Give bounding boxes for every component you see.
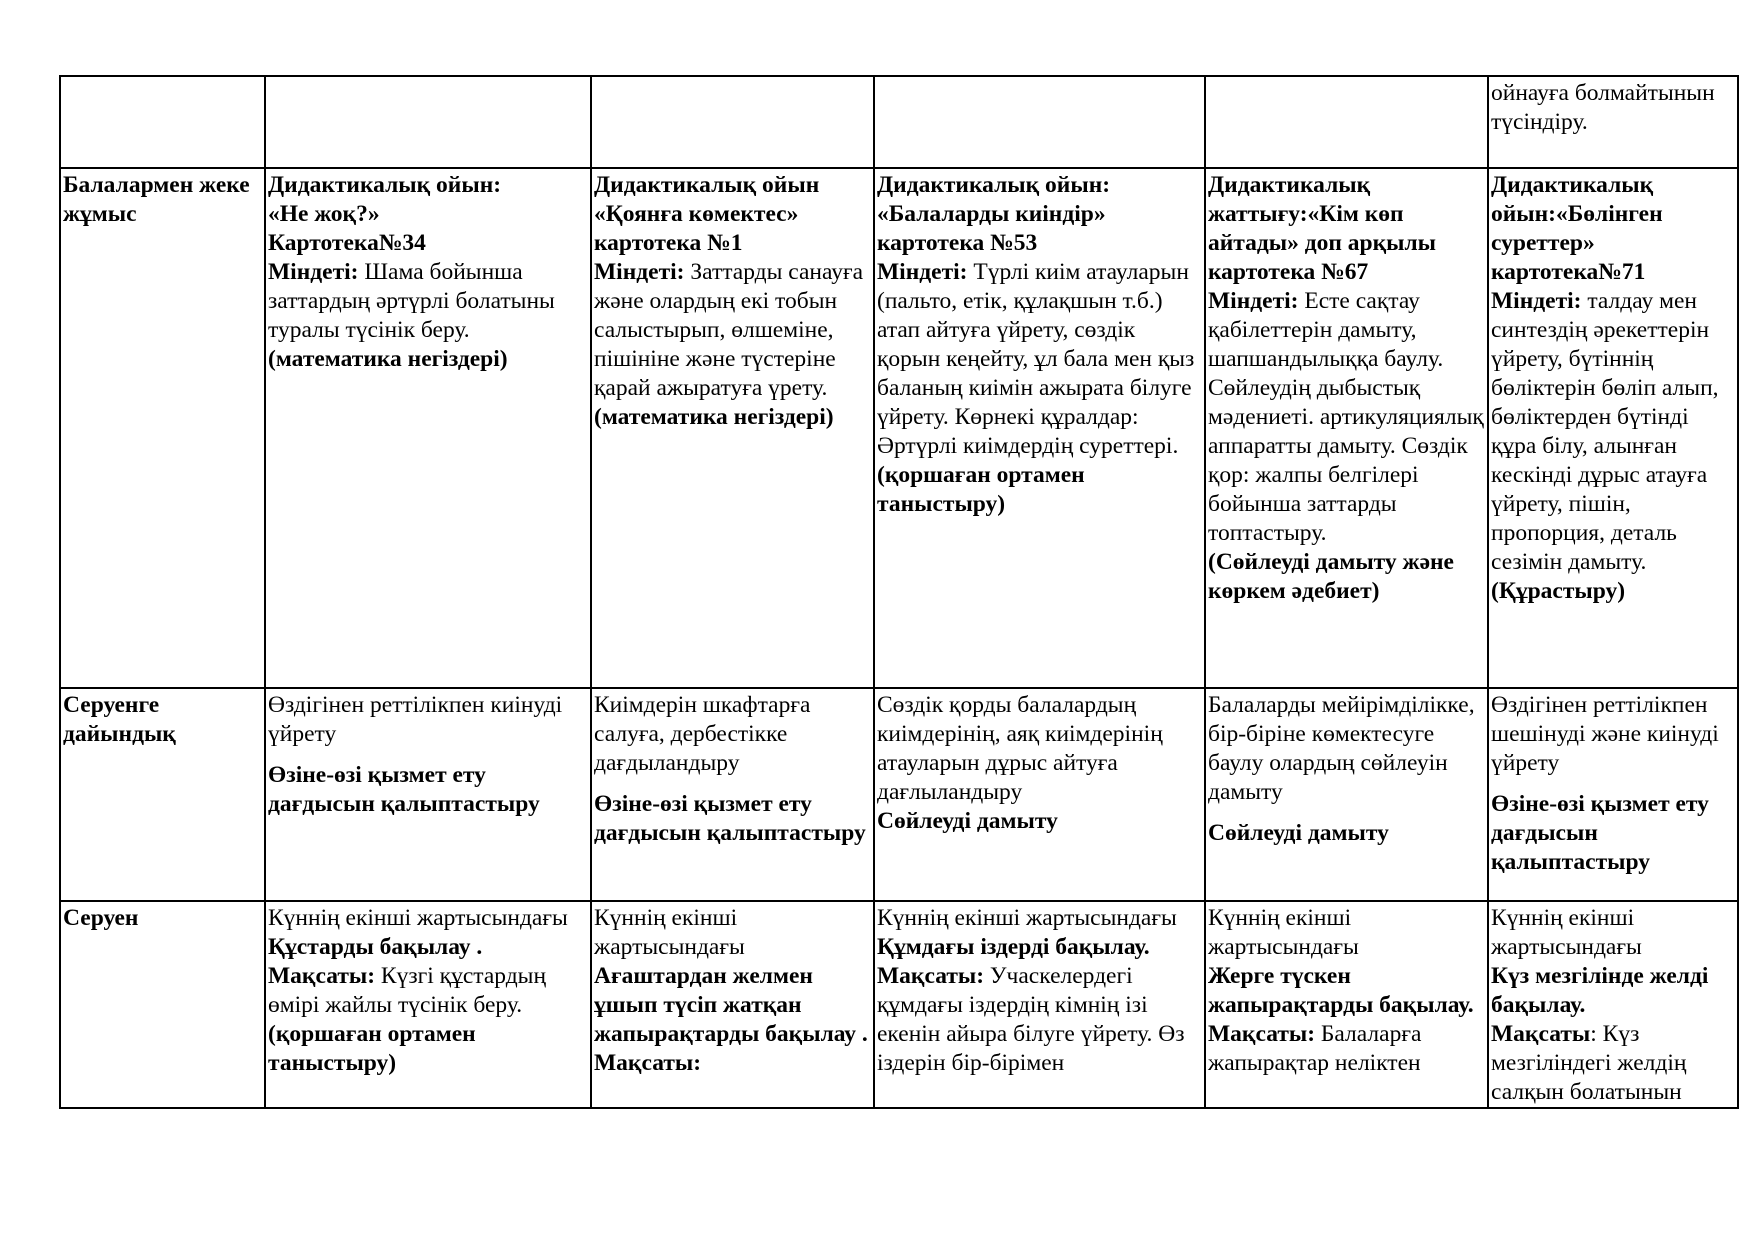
cell-content: Күннің екінші жартысындағы <box>268 905 568 931</box>
table-cell <box>1205 901 1488 1108</box>
individual-work-row <box>60 168 1738 688</box>
cell-bold-text <box>268 345 588 374</box>
cell-text <box>1491 287 1735 577</box>
row-header-cell <box>60 168 265 688</box>
table-cell <box>265 688 591 901</box>
cell-content: Күннің екінші жартысындағы <box>594 905 745 960</box>
cell-content: Жерге түскен жапырақтарды бақылау. <box>1208 963 1474 1018</box>
cell-content: Күзгі құстардың өмірі жайлы түсінік беру. <box>268 963 547 1018</box>
cell-bold-text <box>594 962 871 1049</box>
cell-content: Киімдерін шкафтарға салуға, дербестікке дағдыландыру <box>594 692 811 776</box>
spacer <box>594 778 871 790</box>
cell-text <box>1208 1020 1485 1078</box>
cell-text <box>877 258 1202 461</box>
cell-content: Дидактикалық ойын: <box>268 172 502 198</box>
cell-content: Өзіне-өзі қызмет ету дағдысын қалыптастыру <box>1491 791 1709 875</box>
table-cell <box>1488 168 1738 688</box>
table-cell <box>874 168 1205 688</box>
cell-text <box>594 258 871 403</box>
cell-text <box>877 962 1202 1078</box>
cell-content: Түрлі киім атауларын (пальто, етік, құлақшын т.б.) атап айтуға үйрету, сөздік қорын кеңейту, ұл бала мен қыз баланың киімін ажырата білуге үйрету. Көрнекі құралдар: Әртүрлі киімдердің суреттері. <box>877 259 1195 459</box>
cell-content: Сөйлеуді дамыту <box>1208 820 1389 846</box>
table-cell <box>1205 168 1488 688</box>
cell-content: (математика негіздері) <box>268 346 508 372</box>
cell-label: Мақсаты: <box>877 963 985 989</box>
table-cell <box>1488 76 1738 168</box>
cell-bold-text <box>1491 171 1735 287</box>
table-cell <box>265 76 591 168</box>
cell-text <box>268 904 588 933</box>
cell-text <box>1491 904 1735 962</box>
cell-bold-text <box>594 171 871 258</box>
spacer <box>1208 807 1485 819</box>
cell-content: Өздігінен реттілікпен шешінуді және киінуді үйрету <box>1491 692 1719 776</box>
cell-content: Өзіне-өзі қызмет ету дағдысын қалыптастыру <box>268 762 540 817</box>
cell-content: ойнауға болмайтынын түсіндіру. <box>1491 80 1715 135</box>
cell-bold-text <box>1208 819 1485 848</box>
cell-content: (Құрастыру) <box>1491 578 1626 604</box>
cell-text <box>1491 691 1735 778</box>
cell-content: талдау мен синтездің әрекеттерін үйрету, бүтіннің бөліктерін бөліп алып, бөліктерден бүтінді құра білу, алынған кескінді дұрыс атауға үйрету, пішін, пропорция, деталь сезімін дамыту. <box>1491 288 1719 575</box>
cell-text <box>1208 287 1485 548</box>
table-cell <box>265 901 591 1108</box>
cell-label: Мақсаты: <box>268 963 376 989</box>
cell-content: Дидактикалық ойын «Қоянға көмектес» картотека №1 <box>594 172 820 256</box>
cell-text <box>877 904 1202 933</box>
cell-bold-text <box>1491 577 1735 606</box>
cell-label: Міндеті: <box>268 259 359 285</box>
cell-bold-text <box>268 229 588 258</box>
cell-text <box>594 691 871 778</box>
cell-content: Картотека№34 <box>268 230 426 256</box>
cell-text <box>877 691 1202 807</box>
cell-label: Мақсаты <box>1491 1021 1591 1047</box>
cell-content: Ағаштардан желмен ұшып түсіп жатқан жапырақтарды бақылау . <box>594 963 868 1047</box>
table-cell <box>1205 688 1488 901</box>
continuation-row <box>60 76 1738 168</box>
cell-content: Заттарды санауға және олардың екі тобын салыстырып, өлшеміне, пішініне және түстеріне қарай ажыратуға үрету. <box>594 259 864 401</box>
cell-content: Құмдағы іздерді бақылау. <box>877 934 1150 960</box>
table-cell <box>874 688 1205 901</box>
cell-bold-text <box>594 790 871 848</box>
table-cell <box>591 901 874 1108</box>
cell-text <box>268 962 588 1020</box>
cell-text <box>1491 79 1735 137</box>
row-header-text: Серуен <box>63 905 139 931</box>
walk-row <box>60 901 1738 1108</box>
cell-content: Дидактикалық ойын:«Бөлінген суреттер» картотека№71 <box>1491 172 1663 285</box>
cell-content: (қоршаған ортамен таныстыру) <box>877 462 1085 517</box>
cell-content: Балаларды мейірімділікке, бір-біріне көмектесуге баулу олардың сөйлеуін дамыту <box>1208 692 1475 805</box>
cell-bold-text <box>1208 548 1485 606</box>
cell-content: «Не жоқ?» <box>268 201 380 227</box>
cell-bold-text <box>877 171 1202 258</box>
table-cell <box>1488 901 1738 1108</box>
cell-content: Шама бойынша заттардың әртүрлі болатыны туралы түсінік беру. <box>268 259 555 343</box>
cell-content: Күннің екінші жартысындағы <box>1491 905 1642 960</box>
cell-content: Сөздік қорды балалардың киімдерінің, аяқ киімдерінің атауларын дұрыс айтуға дағлыландыру <box>877 692 1163 805</box>
cell-label: Міндеті: <box>1208 288 1299 314</box>
cell-content: Күннің екінші жартысындағы <box>877 905 1177 931</box>
cell-bold-text <box>1208 962 1485 1020</box>
table-cell <box>265 168 591 688</box>
row-header-cell <box>60 76 265 168</box>
cell-content: Өзіне-өзі қызмет ету дағдысын қалыптастыру <box>594 791 866 846</box>
cell-bold-text <box>877 461 1202 519</box>
row-header-cell <box>60 901 265 1108</box>
cell-bold-text <box>1208 171 1485 287</box>
cell-content: Күннің екінші жартысындағы <box>1208 905 1359 960</box>
cell-label: Мақсаты: <box>1208 1021 1316 1047</box>
row-header-cell <box>60 688 265 901</box>
cell-text <box>1208 904 1485 962</box>
cell-text <box>268 258 588 345</box>
plan-table-body <box>60 76 1738 1108</box>
cell-content: (математика негіздері) <box>594 404 834 430</box>
table-cell <box>591 168 874 688</box>
spacer <box>268 749 588 761</box>
table-cell <box>874 901 1205 1108</box>
cell-bold-text <box>1491 790 1735 877</box>
cell-content: (қоршаған ортамен таныстыру) <box>268 1021 476 1076</box>
cell-content: Учаскелердегі құмдағы іздердің кімнің ізі екенін айыра білуге үйрету. Өз іздерін бір-бірімен <box>877 963 1185 1076</box>
walk-preparation-row <box>60 688 1738 901</box>
cell-bold-text <box>594 1049 871 1078</box>
table-cell <box>591 76 874 168</box>
cell-bold-text <box>268 1020 588 1078</box>
cell-text <box>1208 691 1485 807</box>
cell-label: Міндеті: <box>1491 288 1582 314</box>
cell-bold-text <box>268 933 588 962</box>
cell-bold-text <box>877 933 1202 962</box>
cell-content: Құстарды бақылау . <box>268 934 483 960</box>
cell-content: : Күз мезгіліндегі желдің салқын болатынын <box>1491 1021 1687 1105</box>
table-cell <box>1488 688 1738 901</box>
cell-text <box>268 691 588 749</box>
cell-text <box>594 904 871 962</box>
cell-label: Міндеті: <box>877 259 968 285</box>
plan-table <box>59 75 1739 1109</box>
cell-content: (Сөйлеуді дамыту және көркем әдебиет) <box>1208 549 1454 604</box>
spacer <box>1491 778 1735 790</box>
cell-content: Өздігінен реттілікпен киінуді үйрету <box>268 692 563 747</box>
cell-label: Міндеті: <box>594 259 685 285</box>
cell-content: Есте сақтау қабілеттерін дамыту, шапшандылыққа баулу. Сөйлеудің дыбыстық мәдениеті. артикуляциялық аппаратты дамыту. Сөздік қор: жалпы белгілері бойынша заттарды топтастыру. <box>1208 288 1484 546</box>
cell-bold-text <box>268 761 588 819</box>
cell-bold-text <box>877 807 1202 836</box>
table-cell <box>1205 76 1488 168</box>
cell-bold-text <box>268 171 588 200</box>
cell-bold-text <box>594 403 871 432</box>
cell-content: Балаларға жапырақтар неліктен <box>1208 1021 1422 1076</box>
cell-content: Сөйлеуді дамыту <box>877 808 1058 834</box>
cell-content: Күз мезгілінде желді бақылау. <box>1491 963 1709 1018</box>
row-header-text: Балалармен жеке жұмыс <box>63 172 250 227</box>
cell-content: Мақсаты: <box>594 1050 702 1076</box>
cell-text <box>1491 1020 1735 1107</box>
table-cell <box>874 76 1205 168</box>
row-header-text: Серуенге дайындық <box>63 692 176 747</box>
cell-bold-text <box>268 200 588 229</box>
cell-bold-text <box>1491 962 1735 1020</box>
cell-content: Дидактикалық ойын: «Балаларды киіндір» картотека №53 <box>877 172 1111 256</box>
table-cell <box>591 688 874 901</box>
cell-content: Дидактикалық жаттығу:«Кім көп айтады» доп арқылы картотека №67 <box>1208 172 1437 285</box>
